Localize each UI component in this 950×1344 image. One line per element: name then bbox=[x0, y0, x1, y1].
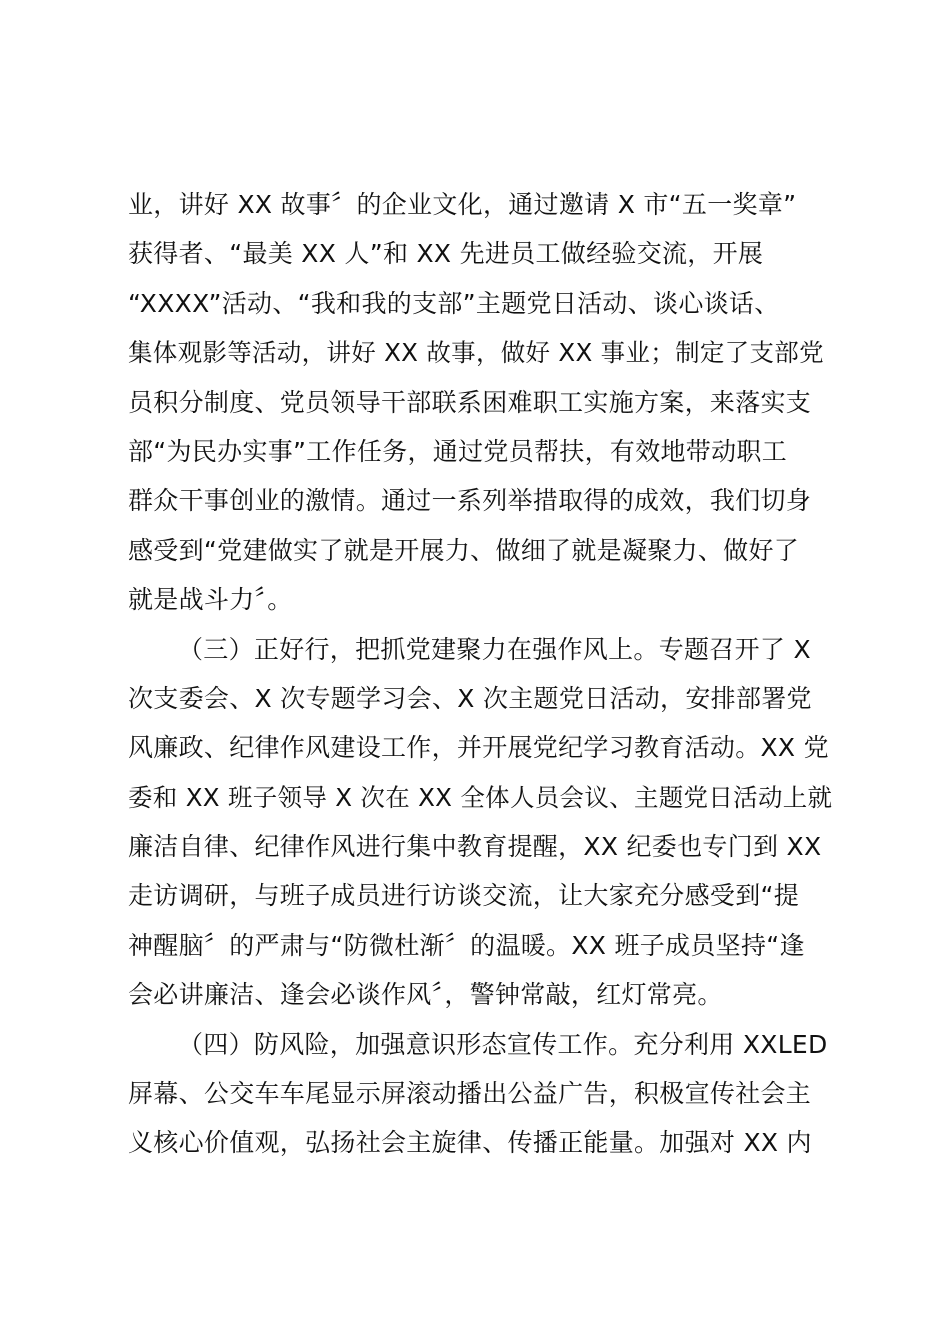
paragraph-section-3 bbox=[128, 625, 832, 1020]
text-line: 业，讲好 XX 故事〞的企业文化，通过邀请 X 市“五一奖章” bbox=[128, 190, 797, 219]
text-line: 次支委会、X 次专题学习会、X 次主题党日活动，安排部署党 bbox=[128, 683, 812, 713]
text-line: 风廉政、纪律作风建设工作，并开展党纪学习教育活动。XX 党 bbox=[128, 733, 829, 763]
text-line: 义核心价值观，弘扬社会主旋律、传播正能量。加强对 XX 内 bbox=[128, 1128, 812, 1158]
text-line: 委和 XX 班子领导 X 次在 XX 全体人员会议、主题党日活动上就 bbox=[128, 782, 833, 812]
text-line: 廉洁自律、纪律作风进行集中教育提醒，XX 纪委也专门到 XX bbox=[128, 832, 822, 862]
text-line: “XXXX”活动、“我和我的支部”主题党日活动、谈心谈话、 bbox=[128, 288, 780, 318]
text-line: 会必讲廉洁、逢会必谈作风〞，警钟常敲，红灯常亮。 bbox=[128, 980, 723, 1010]
text-line-heading: （三）正好行，把抓党建聚力在强作风上。专题召开了 X bbox=[178, 634, 811, 664]
text-line: 神醒脑〞的严肃与“防微杜渐〞的温暖。XX 班子成员坚持“逢 bbox=[128, 930, 805, 960]
text-line: 屏幕、公交车车尾显示屏滚动播出公益广告，积极宣传社会主 bbox=[128, 1079, 812, 1109]
text-line-heading: （四）防风险，加强意识形态宣传工作。充分利用 XXLED bbox=[178, 1029, 828, 1059]
text-line: 获得者、“最美 XX 人”和 XX 先进员工做经验交流，开展 bbox=[128, 239, 764, 269]
text-line: 员积分制度、党员领导干部联系困难职工实施方案，来落实支 bbox=[128, 387, 812, 417]
text-line: 感受到“党建做实了就是开展力、做细了就是凝聚力、做好了 bbox=[128, 535, 800, 565]
text-line: 集体观影等活动，讲好 XX 故事，做好 XX 事业；制定了支部党 bbox=[128, 338, 824, 368]
text-line: 就是战斗力〞。 bbox=[128, 585, 293, 615]
document-body bbox=[128, 180, 832, 1168]
text-line: 走访调研，与班子成员进行访谈交流，让大家充分感受到“提 bbox=[128, 881, 800, 911]
text-line: 部“为民办实事”工作任务，通过党员帮扶，有效地带动职工 bbox=[128, 436, 788, 466]
paragraph-section-4 bbox=[128, 1020, 832, 1168]
paragraph-continuation bbox=[128, 180, 832, 625]
text-line: 群众干事创业的激情。通过一系列举措取得的成效，我们切身 bbox=[128, 486, 812, 516]
